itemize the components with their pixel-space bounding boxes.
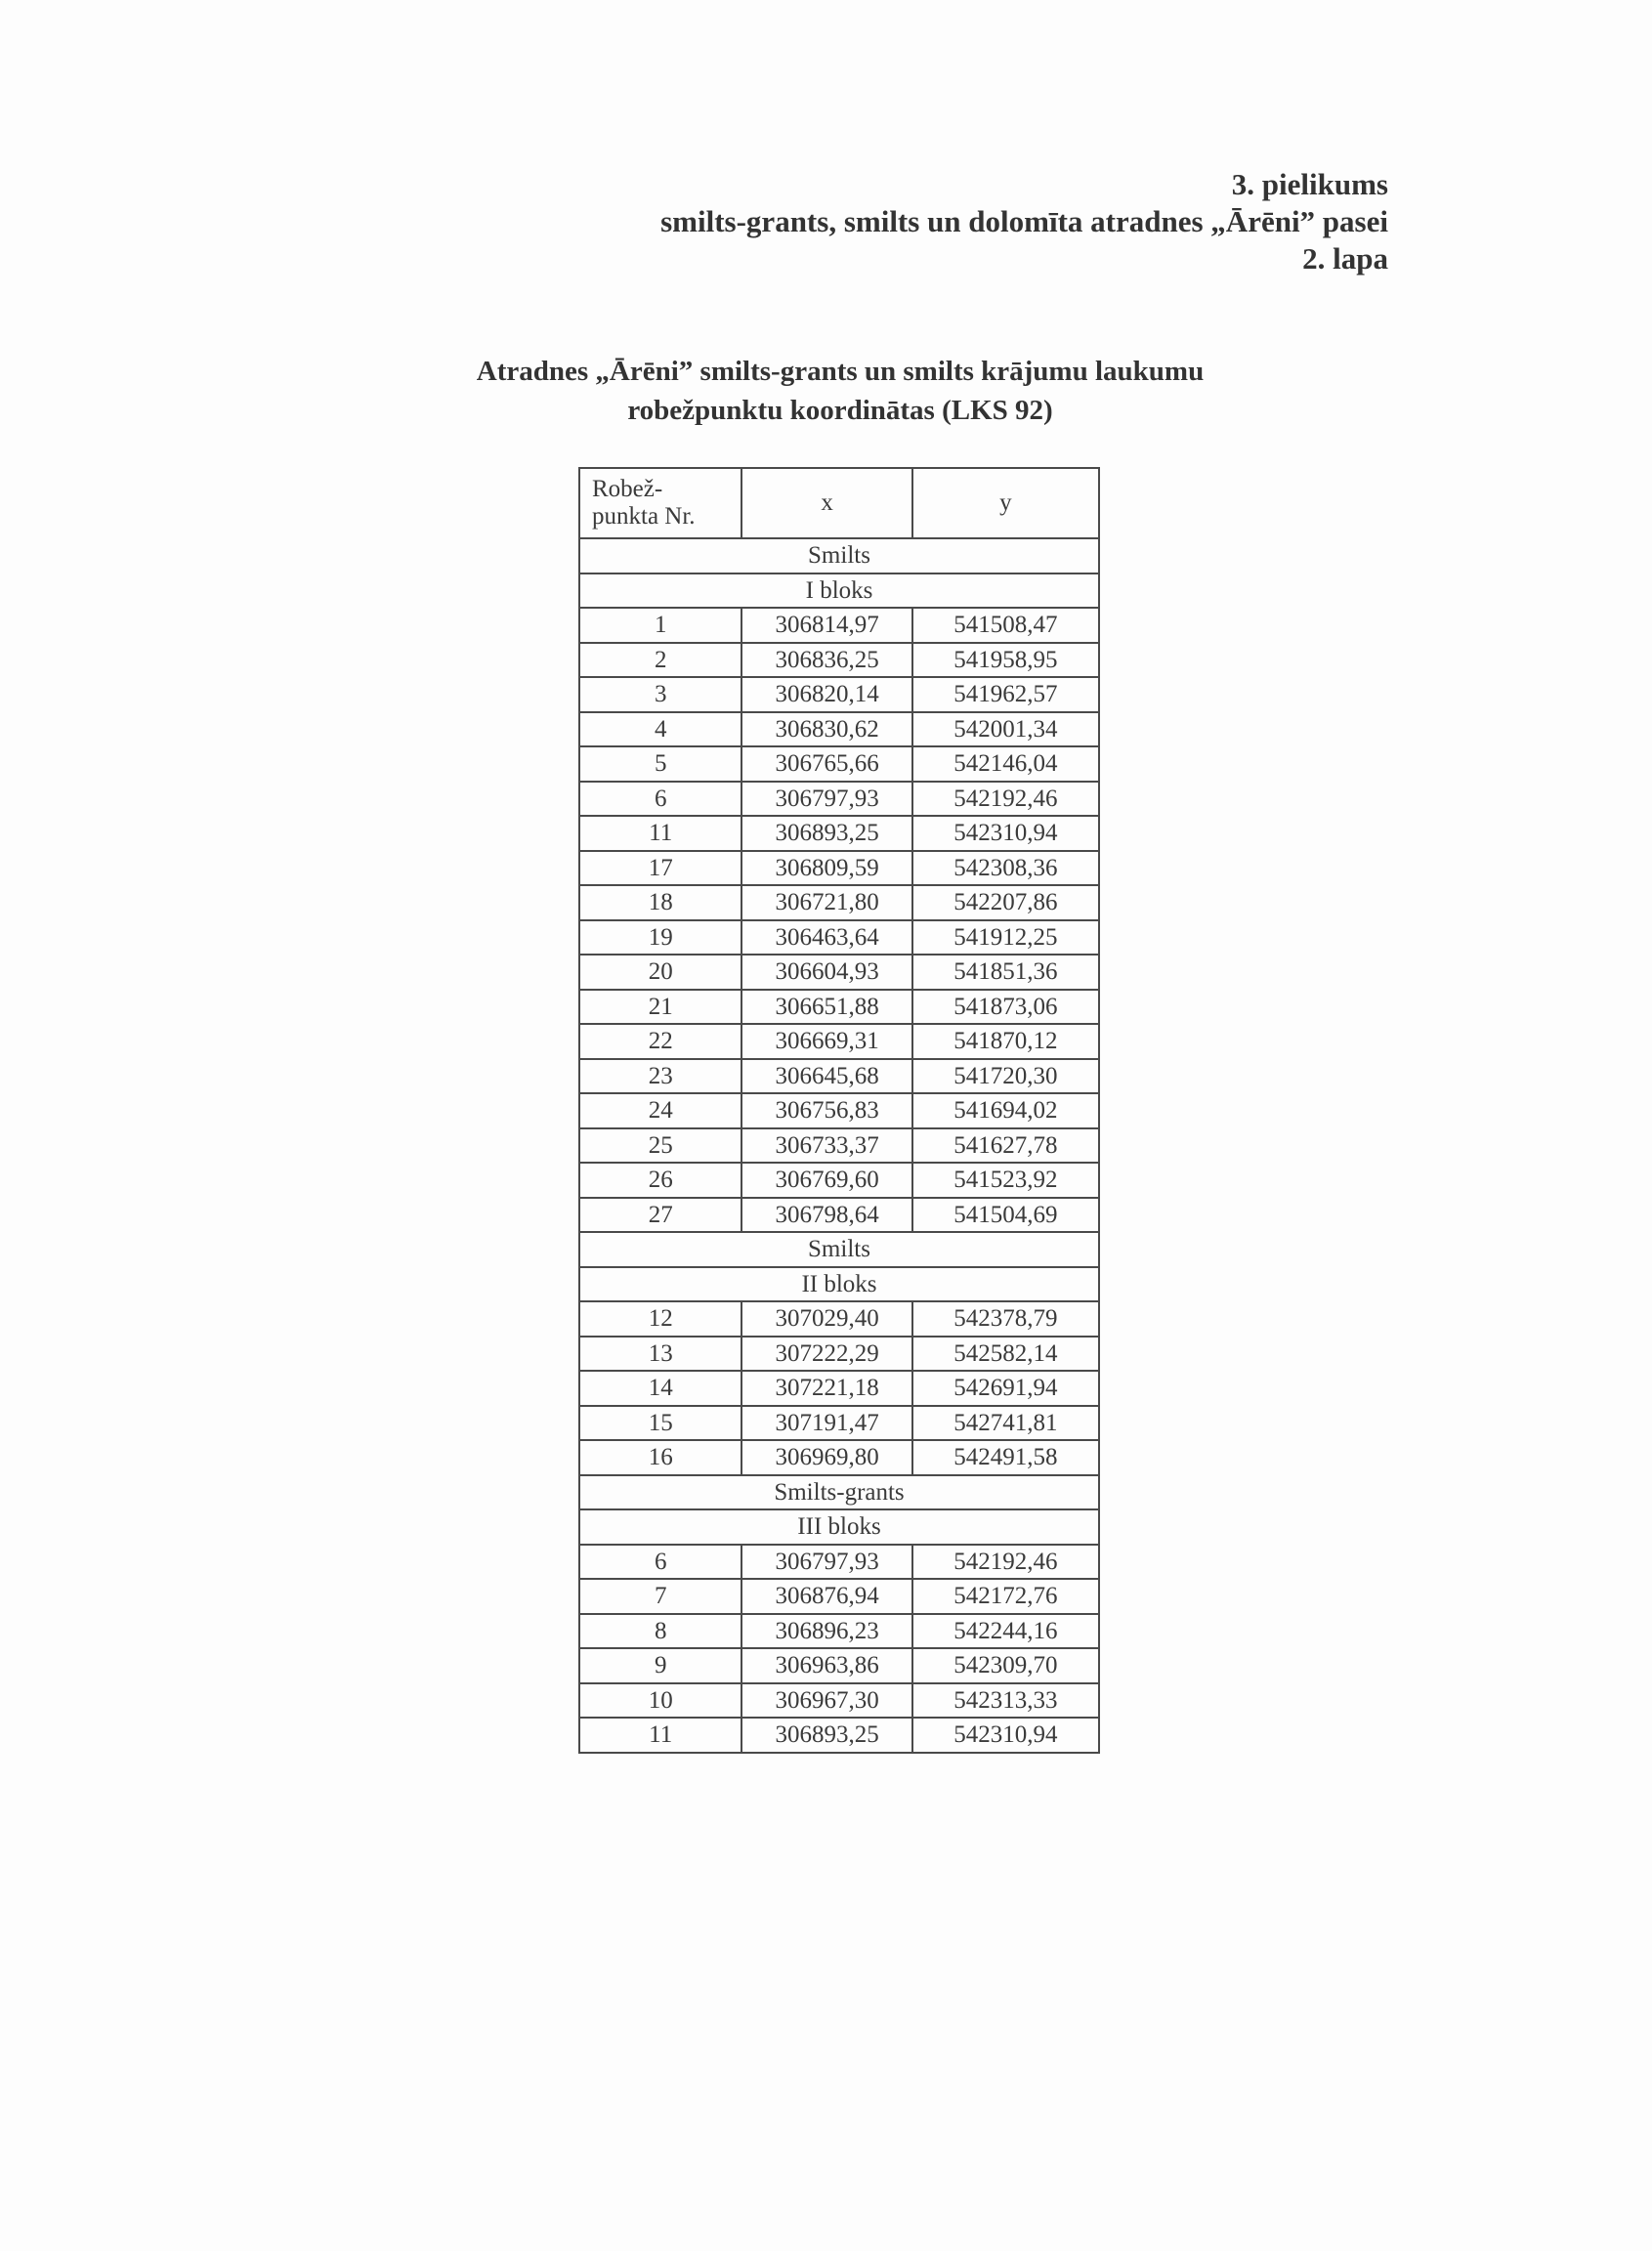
block-row <box>579 1267 1099 1302</box>
cell-nr: 10 <box>579 1683 741 1719</box>
material-row <box>579 538 1099 573</box>
cell-y: 542313,33 <box>912 1683 1099 1719</box>
cell-x: 306797,93 <box>741 1545 911 1580</box>
header-y: y <box>912 468 1099 538</box>
cell-nr: 14 <box>579 1371 741 1406</box>
cell-y: 542192,46 <box>912 782 1099 817</box>
block-label: I bloks <box>579 573 1099 609</box>
header-nr-line-1: Robež- <box>592 476 663 502</box>
cell-nr: 7 <box>579 1579 741 1614</box>
annex-page: 2. lapa <box>1302 241 1388 276</box>
cell-y: 541912,25 <box>912 920 1099 956</box>
cell-x: 306896,23 <box>741 1614 911 1649</box>
cell-x: 307029,40 <box>741 1301 911 1337</box>
cell-nr: 9 <box>579 1648 741 1683</box>
cell-nr: 2 <box>579 643 741 678</box>
cell-x: 306604,93 <box>741 955 911 990</box>
cell-nr: 25 <box>579 1128 741 1164</box>
cell-nr: 6 <box>579 1545 741 1580</box>
material-label: Smilts <box>579 1232 1099 1267</box>
cell-nr: 19 <box>579 920 741 956</box>
cell-x: 306756,83 <box>741 1093 911 1128</box>
cell-y: 542308,36 <box>912 851 1099 886</box>
block-row <box>579 573 1099 609</box>
table-row <box>579 955 1099 990</box>
cell-y: 542192,46 <box>912 1545 1099 1580</box>
cell-x: 306876,94 <box>741 1579 911 1614</box>
cell-nr: 11 <box>579 1718 741 1753</box>
cell-x: 306809,59 <box>741 851 911 886</box>
cell-nr: 23 <box>579 1059 741 1094</box>
cell-y: 542244,16 <box>912 1614 1099 1649</box>
material-label: Smilts <box>579 538 1099 573</box>
cell-x: 306893,25 <box>741 816 911 851</box>
cell-x: 306721,80 <box>741 885 911 920</box>
annex-number: 3. pielikums <box>1231 167 1388 201</box>
cell-x: 306969,80 <box>741 1440 911 1475</box>
cell-nr: 8 <box>579 1614 741 1649</box>
cell-nr: 4 <box>579 712 741 747</box>
cell-nr: 11 <box>579 816 741 851</box>
cell-nr: 24 <box>579 1093 741 1128</box>
cell-y: 542491,58 <box>912 1440 1099 1475</box>
cell-x: 306733,37 <box>741 1128 911 1164</box>
cell-nr: 21 <box>579 990 741 1025</box>
table-row <box>579 990 1099 1025</box>
document-title <box>459 352 1221 430</box>
table-row <box>579 1337 1099 1372</box>
table-row <box>579 1059 1099 1094</box>
cell-x: 307221,18 <box>741 1371 911 1406</box>
cell-x: 307222,29 <box>741 1337 911 1372</box>
cell-x: 306798,64 <box>741 1198 911 1233</box>
cell-y: 542172,76 <box>912 1579 1099 1614</box>
table-row <box>579 1093 1099 1128</box>
cell-y: 541962,57 <box>912 677 1099 712</box>
cell-nr: 20 <box>579 955 741 990</box>
cell-nr: 26 <box>579 1163 741 1198</box>
cell-nr: 22 <box>579 1024 741 1059</box>
table-row <box>579 816 1099 851</box>
table-row <box>579 712 1099 747</box>
cell-y: 541694,02 <box>912 1093 1099 1128</box>
table-row <box>579 608 1099 643</box>
cell-x: 306814,97 <box>741 608 911 643</box>
table-row <box>579 920 1099 956</box>
cell-y: 541627,78 <box>912 1128 1099 1164</box>
table-row <box>579 1614 1099 1649</box>
table-row <box>579 643 1099 678</box>
material-row <box>579 1475 1099 1510</box>
cell-x: 306651,88 <box>741 990 911 1025</box>
table-row <box>579 1371 1099 1406</box>
material-label: Smilts-grants <box>579 1475 1099 1510</box>
coordinates-table <box>578 467 1100 1754</box>
table-row <box>579 1718 1099 1753</box>
table-row <box>579 1579 1099 1614</box>
table-row <box>579 1198 1099 1233</box>
block-row <box>579 1509 1099 1545</box>
cell-x: 306967,30 <box>741 1683 911 1719</box>
cell-y: 542146,04 <box>912 746 1099 782</box>
table-row <box>579 782 1099 817</box>
table-row <box>579 1648 1099 1683</box>
table-row <box>579 1163 1099 1198</box>
table-row <box>579 1128 1099 1164</box>
title-line-2: robežpunktu koordinātas (LKS 92) <box>627 395 1053 426</box>
cell-y: 541873,06 <box>912 990 1099 1025</box>
table-row <box>579 746 1099 782</box>
cell-x: 306830,62 <box>741 712 911 747</box>
cell-nr: 17 <box>579 851 741 886</box>
header-nr-line-2: punkta Nr. <box>592 503 696 530</box>
table-row <box>579 1440 1099 1475</box>
cell-y: 542309,70 <box>912 1648 1099 1683</box>
table-row <box>579 1683 1099 1719</box>
cell-x: 306463,64 <box>741 920 911 956</box>
table-header-row <box>579 468 1099 538</box>
cell-x: 306893,25 <box>741 1718 911 1753</box>
cell-nr: 6 <box>579 782 741 817</box>
block-label: III bloks <box>579 1509 1099 1545</box>
cell-y: 542741,81 <box>912 1406 1099 1441</box>
cell-x: 306645,68 <box>741 1059 911 1094</box>
material-row <box>579 1232 1099 1267</box>
table-row <box>579 1545 1099 1580</box>
table-row <box>579 851 1099 886</box>
header-x: x <box>741 468 911 538</box>
cell-x: 306820,14 <box>741 677 911 712</box>
table-row <box>579 1301 1099 1337</box>
annex-description: smilts-grants, smilts un dolomīta atradnes „Ārēni” pasei <box>660 204 1388 238</box>
table-row <box>579 1024 1099 1059</box>
cell-y: 541851,36 <box>912 955 1099 990</box>
cell-y: 542001,34 <box>912 712 1099 747</box>
table-body <box>579 538 1099 1753</box>
cell-y: 542310,94 <box>912 1718 1099 1753</box>
cell-nr: 15 <box>579 1406 741 1441</box>
block-label: II bloks <box>579 1267 1099 1302</box>
cell-y: 541870,12 <box>912 1024 1099 1059</box>
cell-nr: 18 <box>579 885 741 920</box>
cell-nr: 3 <box>579 677 741 712</box>
cell-y: 541958,95 <box>912 643 1099 678</box>
cell-nr: 12 <box>579 1301 741 1337</box>
cell-y: 541508,47 <box>912 608 1099 643</box>
table-row <box>579 1406 1099 1441</box>
cell-y: 541523,92 <box>912 1163 1099 1198</box>
cell-y: 542378,79 <box>912 1301 1099 1337</box>
cell-x: 306836,25 <box>741 643 911 678</box>
cell-y: 541720,30 <box>912 1059 1099 1094</box>
cell-x: 306769,60 <box>741 1163 911 1198</box>
cell-y: 542207,86 <box>912 885 1099 920</box>
cell-y: 542582,14 <box>912 1337 1099 1372</box>
cell-nr: 13 <box>579 1337 741 1372</box>
table-row <box>579 677 1099 712</box>
cell-y: 541504,69 <box>912 1198 1099 1233</box>
cell-nr: 16 <box>579 1440 741 1475</box>
cell-x: 307191,47 <box>741 1406 911 1441</box>
cell-nr: 27 <box>579 1198 741 1233</box>
cell-nr: 1 <box>579 608 741 643</box>
table-row <box>579 885 1099 920</box>
title-line-1: Atradnes „Ārēni” smilts-grants un smilts krājumu laukumu <box>476 356 1205 387</box>
header-point-number <box>579 468 741 538</box>
cell-x: 306669,31 <box>741 1024 911 1059</box>
annex-header <box>660 166 1388 277</box>
cell-x: 306765,66 <box>741 746 911 782</box>
cell-y: 542691,94 <box>912 1371 1099 1406</box>
cell-x: 306963,86 <box>741 1648 911 1683</box>
cell-x: 306797,93 <box>741 782 911 817</box>
cell-y: 542310,94 <box>912 816 1099 851</box>
cell-nr: 5 <box>579 746 741 782</box>
